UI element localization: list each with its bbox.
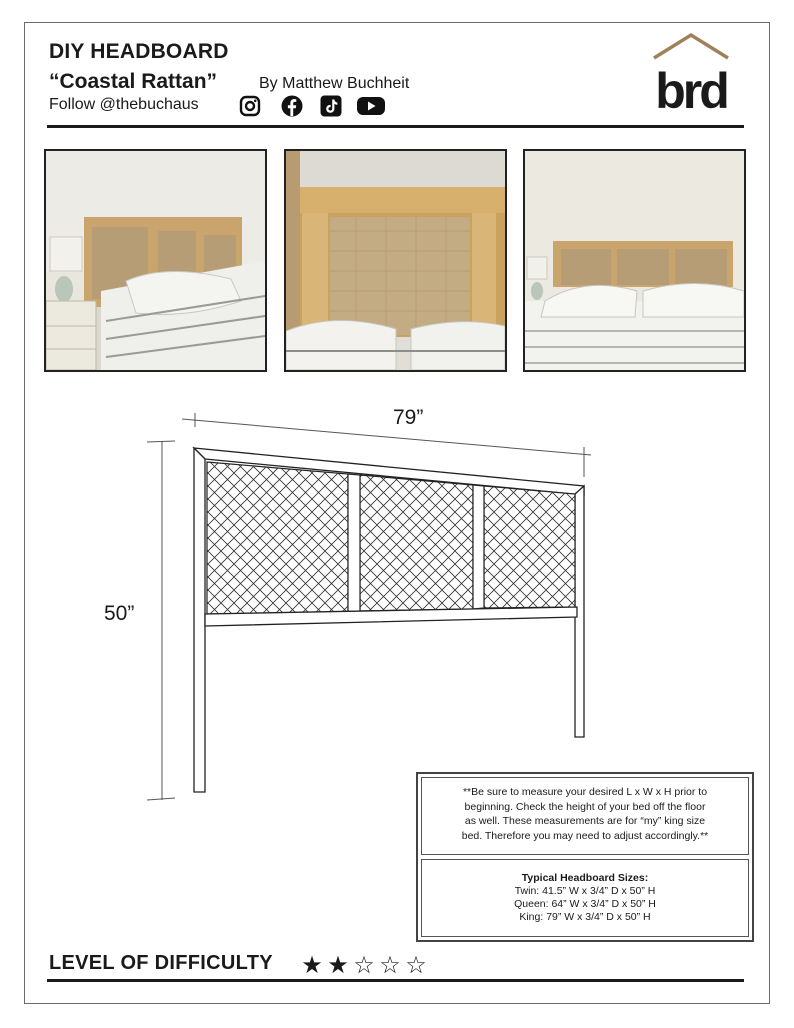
page-title: DIY HEADBOARD [49,40,229,63]
size-twin: Twin: 41.5” W x 3/4” D x 50” H [514,885,656,897]
header-divider [47,125,744,128]
svg-text:brd: brd [655,63,727,112]
sizes-panel [421,859,749,937]
star-filled-icon: ★ [327,952,349,979]
star-empty-icon: ☆ [405,952,427,979]
tiktok-icon[interactable] [320,95,342,117]
size-king: King: 79” W x 3/4” D x 50” H [519,911,651,923]
difficulty-label: LEVEL OF DIFFICULTY [49,952,273,974]
instagram-icon[interactable] [239,95,261,117]
note-line: **Be sure to measure your desired L x W x H prior to [462,786,708,798]
youtube-icon[interactable] [356,95,386,117]
sizes-title: Typical Headboard Sizes: [521,872,649,884]
bedroom-front-photo [523,149,746,372]
width-dimension-label: 79” [393,406,424,429]
brand-logo [650,32,732,112]
notes-box [416,772,754,942]
footer-divider [47,979,744,982]
note-line: as well. These measurements are for “my” king size [464,815,706,827]
note-line: beginning. Check the height of your bed off the floor [464,800,706,813]
star-empty-icon: ☆ [353,952,375,979]
star-empty-icon: ☆ [379,952,401,979]
follow-handle[interactable]: Follow @thebuchaus [49,96,199,113]
headboard-closeup-photo [284,149,507,372]
measurement-note [421,777,749,855]
difficulty-rating [299,951,429,980]
star-filled-icon: ★ [301,952,323,979]
author-credit: By Matthew Buchheit [259,75,410,92]
height-dimension-label: 50” [104,602,135,625]
note-line: bed. Therefore you may need to adjust accordingly.** [461,829,709,842]
project-name: “Coastal Rattan” [49,70,218,93]
size-queen: Queen: 64” W x 3/4” D x 50” H [514,898,656,910]
facebook-icon[interactable] [281,95,303,117]
bedroom-angle-photo [44,149,267,372]
